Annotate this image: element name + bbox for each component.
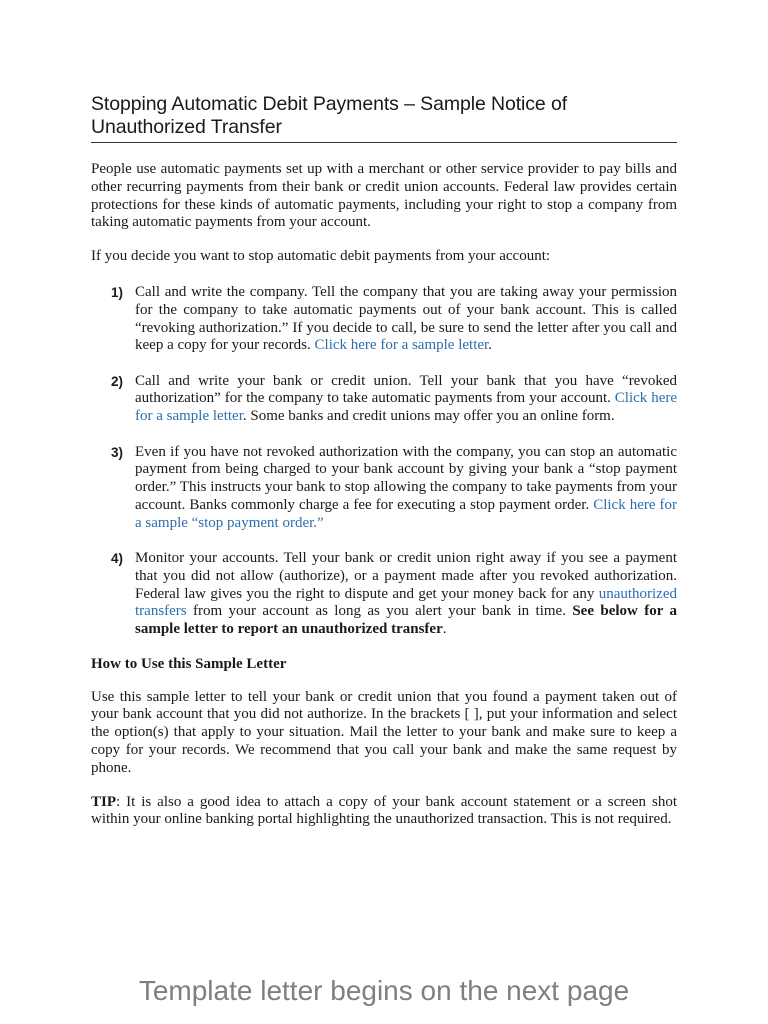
step-text: Call and write the company. Tell the company that you are taking away your permission for the company to take automatic payments out of your bank account. This is called “revoking authorization.” If you decide to call, be sure to send the letter after you call and keep a copy for your records. Click here for a sample letter.	[135, 283, 677, 354]
sample-letter-link[interactable]: Click here for a sample letter	[314, 337, 489, 354]
step-number: 3)	[111, 444, 124, 460]
step-number: 4)	[111, 551, 124, 567]
step-number: 1)	[111, 284, 124, 300]
stop-payment-order-link[interactable]: Click here for a sample “stop payment order.”	[135, 496, 677, 531]
steps-list	[91, 284, 677, 639]
sample-letter-link[interactable]: Click here for a sample letter	[135, 390, 678, 425]
step-text: Even if you have not revoked authorization with the company, you can stop an automatic payment from being charged to your bank account by giving your bank a “stop payment order.” This instructs your bank to stop allowing the company to take payments from your account. Banks commonly charge a fee for executing a stop payment order. Click here for a sample “stop payment order.”	[135, 443, 677, 531]
tip-paragraph	[91, 794, 677, 830]
page-title: Stopping Automatic Debit Payments – Sample Notice of Unauthorized Transfer	[91, 93, 677, 143]
tip-text: : It is also a good idea to attach a copy of your bank account statement or a screen shot within your online banking portal highlighting the unauthorized transaction. This is not required.	[91, 793, 677, 828]
next-page-notice: Template letter begins on the next page	[138, 975, 630, 1006]
howto-heading: How to Use this Sample Letter	[91, 655, 287, 672]
lead-paragraph: If you decide you want to stop automatic debit payments from your account:	[91, 248, 551, 265]
document-page	[91, 93, 677, 829]
intro-paragraph: People use automatic payments set up with a merchant or other service provider to pay bills and other recurring payments from their bank or credit union accounts. Federal law provides certain protections for these kinds of automatic payments, including your right to stop a company from taking automatic payments from your account.	[91, 161, 677, 231]
step-item-3	[91, 444, 677, 533]
step-text: Monitor your accounts. Tell your bank or credit union right away if you see a payment that you did not allow (authorize), or a payment made after you revoked authorization. Federal law gives you the right to dispute and get your money back for any unauthorized transfers from your account as long as you alert your bank in time. See below for a sample letter to report an unauthorized transfer.	[135, 550, 678, 638]
usage-paragraph: Use this sample letter to tell your bank or credit union that you found a payment taken out of your bank account that you did not authorize. In the brackets [ ], put your information and select the option(s) that apply to your situation. Mail the letter to your bank and make sure to keep a copy for your records. We recommend that you call your bank and make the same request by phone.	[91, 688, 677, 776]
step-number: 2)	[111, 373, 124, 389]
step-item-2	[91, 373, 677, 426]
step-item-4	[91, 550, 677, 639]
bold-note: See below for a sample letter to report an unauthorized transfer	[135, 603, 678, 638]
tip-label: TIP	[91, 793, 117, 810]
step-text: Call and write your bank or credit union. Tell your bank that you have “revoked authorization” for the company to take automatic payments from your account. Click here for a sample letter. Some banks and credit unions may offer you an online form.	[135, 372, 678, 425]
unauthorized-transfers-link[interactable]: unauthorized transfers	[135, 585, 677, 620]
step-item-1	[91, 284, 677, 355]
